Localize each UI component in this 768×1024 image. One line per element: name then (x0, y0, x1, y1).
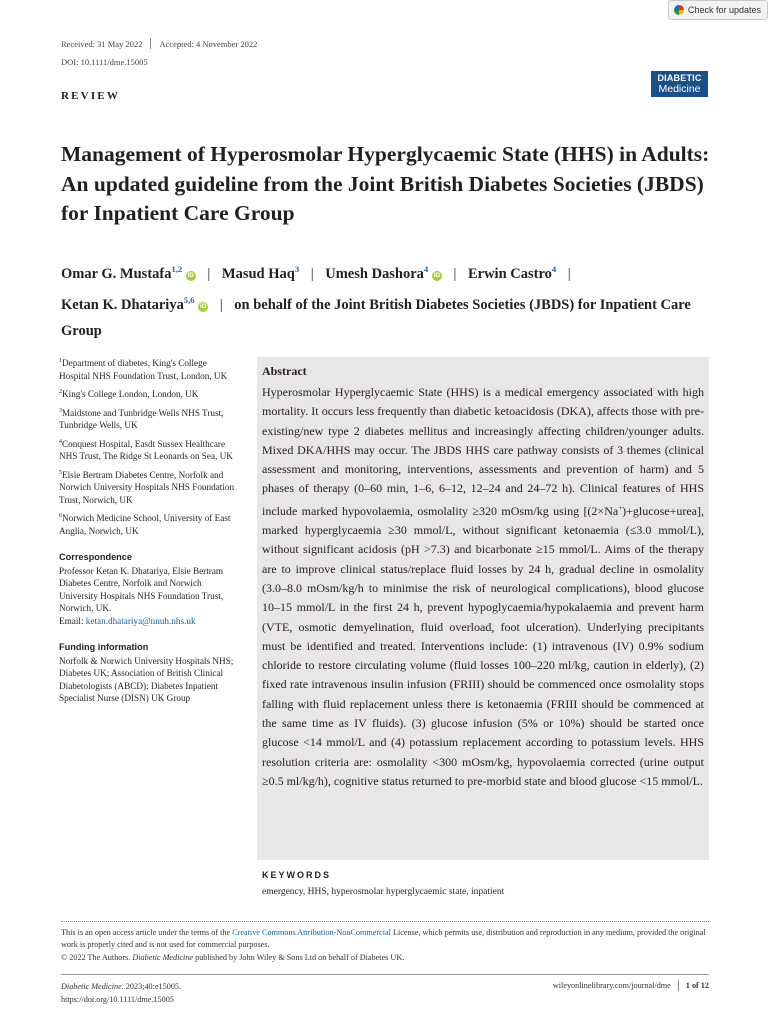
license-post: License, which permits use, distribution and reproduction in any medium, provided the original work is properly cited and is not used for commercial purposes. (61, 928, 706, 950)
abstract-text (262, 383, 704, 791)
divider (150, 38, 151, 49)
keywords-heading: KEYWORDS (262, 870, 332, 880)
footer-site-link[interactable]: wileyonlinelibrary.com/journal/dme (552, 981, 671, 990)
author-separator: | (207, 266, 211, 282)
author-list (61, 256, 711, 344)
section-label: REVIEW (61, 90, 121, 102)
affiliation (59, 510, 239, 537)
authors-suffix: on behalf of the Joint British Diabetes Societies (JBDS) for Inpatient Care Group (61, 297, 691, 339)
author-separator: | (453, 266, 457, 282)
author-name[interactable]: Masud Haq (221, 266, 295, 282)
author-name[interactable]: Omar G. Mustafa (61, 266, 172, 282)
footer-journal: Diabetic Medicine. (61, 982, 124, 991)
affiliation-number: 5 (59, 469, 62, 476)
affiliation-text: Conquest Hospital, Easdt Sussex Healthcare NHS Trust, The Ridge St Leonards on Sea, UK (59, 438, 233, 461)
abstract-box (257, 357, 709, 860)
accepted-date: Accepted: 4 November 2022 (159, 38, 258, 49)
orcid-icon[interactable]: iD (187, 272, 194, 279)
affiliation (59, 467, 239, 507)
check-for-updates-button[interactable] (668, 0, 768, 20)
check-for-updates-label: Check for updates (688, 5, 762, 15)
correspondence-text: Professor Ketan K. Dhatariya, Elsie Bertram Diabetes Centre, Norfolk and Norwich University Hospitals NHS Foundation Trust, Norwich, UK. (59, 565, 224, 613)
license-pre: This is an open access article under the terms of the (61, 928, 233, 937)
footer-volume: 2023;40:e15005. (123, 982, 182, 991)
keywords-text: emergency, HHS, hyperosmolar hyperglycaemic state, inpatient (262, 887, 505, 897)
crossmark-icon (674, 5, 684, 15)
author-affiliation-ref[interactable]: 5,6 (183, 295, 195, 305)
author-affiliation-ref[interactable]: 4 (551, 264, 557, 274)
author-affiliation-ref[interactable]: 1,2 (171, 264, 183, 274)
journal-logo-line1: DIABETIC (657, 73, 702, 83)
author-separator: | (567, 266, 571, 282)
affiliation-text: Maidstone and Tunbridge Wells NHS Trust, Tunbridge Wells, UK (59, 407, 224, 430)
affiliation (59, 355, 239, 382)
affiliation-number: 6 (59, 513, 62, 519)
abstract-part-1: Hyperosmolar Hyperglycaemic State (HHS) is a medical emergency associated with high mortality. It occurs less frequently than diabetic ketoacidosis (DKA), affects those with pre-existing/new type 2 diabetes mellitus and increasingly affecting children/younger adults. Mixed DKA/HHS may occur. The JBDS HHS care pathway consists of 3 themes (clinical assessment and monitoring, interventions, assessments and prevention of harm) and 5 phases of therapy (0–60 min, 1–6, 6–12, 12–24 and 24–72 h). Clinical features of HHS include marked hypovolaemia, osmolality ≥320 mOsm/kg using [(2×Na (262, 385, 704, 518)
funding-text: Norfolk & Norwich University Hospitals NHS; Diabetes UK; Association of British Clinical Diabetologists (ABCD); Diabetes Inpatient Specialist Nurse (DISN) UK Group (59, 655, 234, 703)
email-label: Email: (59, 615, 84, 626)
affiliation-text: Elsie Bertram Diabetes Centre, Norfolk and Norwich University Hospitals NHS Foundation Trust, Norwich, UK (59, 469, 235, 505)
author-name[interactable]: Erwin Castro (467, 266, 552, 282)
affiliation-text: Norwich Medicine School, University of East Anglia, Norwich, UK (59, 513, 231, 536)
article-title: Management of Hyperosmolar Hyperglycaemic State (HHS) in Adults: An updated guideline from the Joint British Diabetes Societies (JBDS) for Inpatient Care Group (61, 142, 710, 225)
orcid-icon[interactable]: iD (433, 272, 441, 279)
correspondence-email-line (59, 615, 239, 628)
abstract-heading: Abstract (262, 364, 307, 378)
sidebar (59, 355, 239, 705)
affiliation (59, 436, 239, 463)
dotted-divider (61, 921, 709, 922)
email-link[interactable]: ketan.dhatariya@nnuh.nhs.uk (85, 615, 196, 626)
author-affiliation-ref[interactable]: 3 (294, 264, 300, 274)
author-name[interactable]: Ketan K. Dhatariya (61, 297, 184, 313)
page-number: 1 of 12 (685, 981, 709, 990)
author-separator: | (310, 266, 314, 282)
orcid-icon[interactable]: iD (199, 303, 207, 310)
abstract-part-2: )+glucose+urea], marked hyperglycaemia ≥30 mmol/L, without significant ketonaemia (≤3.0 mmol/L), without significant acidosis (pH >7.3) and bicarbonate ≥15 mmol/L. Aims of the therapy are to improve clinical status/replace fluid losses by 24 h, gradual decline in osmolality (3.0–8.0 mOsm/kg/h to minimise the risk of neurological complications), blood glucose 10–15 mmol/L in the first 24 h, prevent hypoglycaemia/hypokalaemia and prevent harm (VTE, osmotic demyelination, fluid overload, foot ulceration). Underlying precipitants must be identified and treated. Interventions include: (1) intravenous (IV) 0.9% sodium chloride to restore circulating volume (fluid losses 100–220 ml/kg, caution in elderly), (2) fixed rate intravenous insulin infusion (FRIII) should be commenced once osmolality stops falling with fluid replacement unless there is ketonaemia (FRIII should be commenced at the same time as IV fluids). (3) glucose infusion (5% or 10%) should be started once glucose <14 mmol/L and (4) potassium replacement according to potassium levels. HHS resolution criteria are: osmolality <300 mOsm/kg, hypovolaemia corrected (urine output ≥0.5 ml/kg/h), cognitive status returned to pre-morbid state and blood glucose <15 mmol/L. (262, 503, 704, 788)
footer-citation (61, 980, 181, 1006)
affiliation-number: 2 (59, 389, 62, 395)
correspondence-heading: Correspondence (59, 552, 133, 562)
doi: DOI: 10.1111/dme.15005 (61, 57, 148, 67)
abstract-superscript: + (618, 503, 623, 512)
footer-divider (61, 974, 709, 975)
funding-heading: Funding information (59, 642, 149, 652)
journal-logo-line2: Medicine (658, 83, 701, 95)
received-date: Received: 31 May 2022 (61, 38, 143, 49)
license-notice (61, 927, 709, 964)
footer-right (553, 980, 709, 991)
author-affiliation-ref[interactable]: 4 (423, 264, 429, 274)
affiliation (59, 386, 239, 401)
author-name[interactable]: Umesh Dashora (325, 266, 424, 282)
affiliation-text: King's College London, London, UK (62, 389, 199, 399)
copyright-post: published by John Wiley & Sons Ltd on behalf of Diabetes UK. (193, 952, 405, 962)
affiliation-text: Department of diabetes, King's College Hospital NHS Foundation Trust, London, UK (59, 358, 228, 381)
author-separator: | (219, 297, 223, 313)
footer-doi-link[interactable]: https://doi.org/10.1111/dme.15005 (61, 995, 174, 1004)
dates-line (61, 38, 257, 49)
copyright-pre: © 2022 The Authors. (61, 952, 133, 962)
divider (678, 980, 679, 991)
journal-logo (651, 71, 708, 97)
affiliation-number: 4 (59, 438, 62, 445)
affiliation (59, 405, 239, 432)
license-link[interactable]: Creative Commons Attribution-NonCommercial (232, 928, 391, 937)
copyright-journal: Diabetic Medicine (132, 952, 194, 962)
affiliation-number: 3 (59, 407, 62, 414)
affiliation-number: 1 (59, 358, 62, 364)
